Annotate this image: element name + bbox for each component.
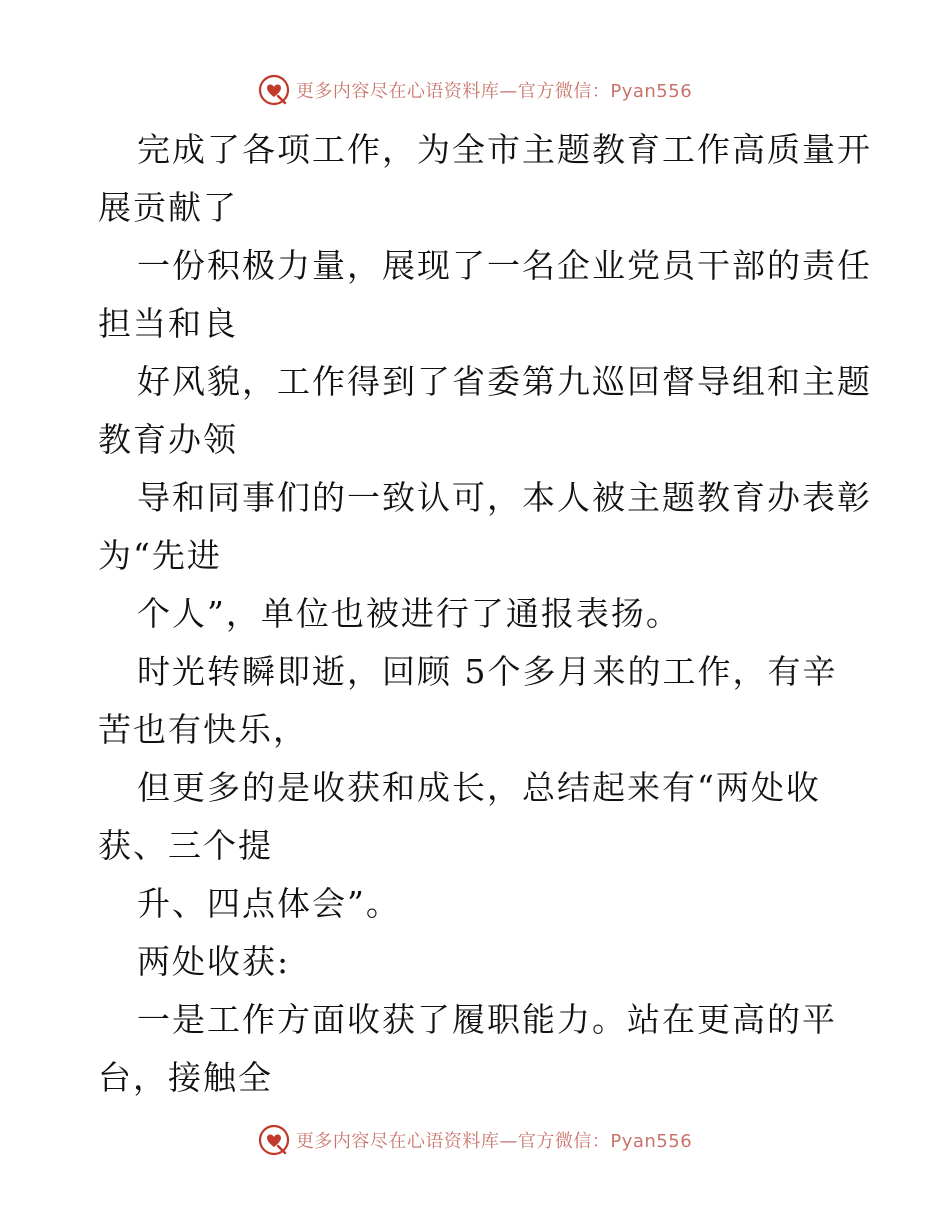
heart-pen-logo-icon	[258, 1124, 290, 1156]
paragraph-line: 教育办领	[98, 420, 238, 459]
paragraph-line: 完成了各项工作，为全市主题教育工作高质量开	[137, 130, 872, 169]
paragraph-line: 台，接触全	[98, 1058, 273, 1097]
paragraph-line: 好风貌，工作得到了省委第九巡回督导组和主题	[137, 362, 872, 401]
paragraph-line: 一是工作方面收获了履职能力。站在更高的平	[137, 1000, 837, 1039]
banner-text: 更多内容尽在心语资料库—官方微信：Pyan556	[295, 81, 693, 102]
paragraph-line: 个人”，单位也被进行了通报表扬。	[137, 594, 681, 633]
paragraph-line: 时光转瞬即逝，回顾 5个多月来的工作，有辛	[137, 652, 838, 691]
header-banner	[0, 70, 950, 110]
section-heading: 两处收获:	[137, 942, 291, 981]
paragraph-line: 导和同事们的一致认可，本人被主题教育办表彰	[137, 478, 872, 517]
paragraph-line: 为“先进	[98, 536, 222, 575]
paragraph-line: 但更多的是收获和成长，总结起来有“两处收	[137, 768, 821, 807]
paragraph-line: 升、四点体会”。	[137, 884, 401, 923]
paragraph-line: 一份积极力量，展现了一名企业党员干部的责任	[137, 246, 872, 285]
footer-banner	[0, 1120, 950, 1160]
banner-text: 更多内容尽在心语资料库—官方微信：Pyan556	[295, 1131, 693, 1152]
paragraph-line: 苦也有快乐，	[98, 710, 308, 749]
paragraph-line: 担当和良	[98, 304, 238, 343]
paragraph-line: 获、三个提	[98, 826, 273, 865]
heart-pen-logo-icon	[258, 74, 290, 106]
paragraph-line: 展贡献了	[98, 188, 238, 227]
